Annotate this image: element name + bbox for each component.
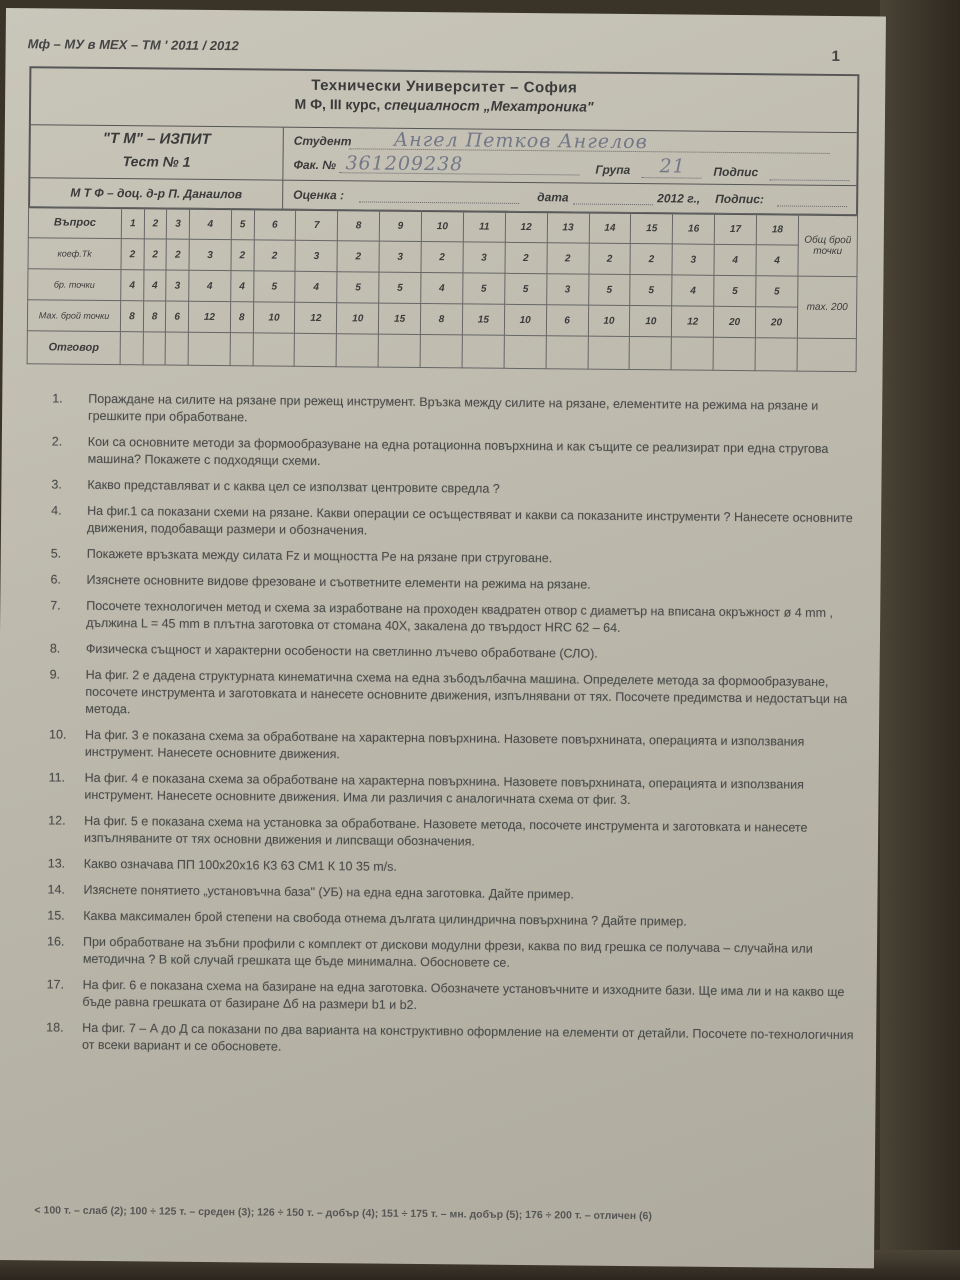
max-cell: 8 — [143, 301, 166, 332]
question-text: На фиг. 4 е показана схема за обработване на характерна повърхнина. Назовете повърхнината, операцията и използвания инструмент. Нанесете основните движения. Има ли различия с аналогичната схема от фиг. 3. — [84, 770, 804, 808]
question-item — [47, 907, 857, 932]
answer-cell[interactable] — [230, 333, 253, 366]
faculty-course: М Ф, III курс, — [294, 95, 381, 113]
course-header: Мф – МУ в МЕХ – ТМ ' 2011 / 2012 — [27, 36, 239, 54]
max-cell: 20 — [713, 306, 755, 337]
question-item — [49, 726, 859, 768]
coef-cell: 4 — [714, 244, 756, 275]
coef-cell: 2 — [166, 239, 189, 270]
question-number: 16. — [46, 934, 65, 949]
points-cell: 4 — [121, 270, 144, 301]
signature2-field[interactable] — [777, 192, 847, 207]
question-col-18: 18 — [756, 214, 798, 245]
question-number: 3. — [51, 477, 62, 492]
question-number: 11. — [48, 770, 66, 785]
answer-cell[interactable] — [504, 335, 546, 368]
question-number: 6. — [50, 572, 62, 587]
question-col-14: 14 — [589, 212, 631, 243]
question-text: Кои са основните методи за формообразуване на една ротационна повърхнина и как същите се реализират при една стругова машина? Покажете с подходящи схеми. — [87, 434, 829, 469]
question-text: Какво означава ПП 100х20х16 К3 63 СМ1 К 10 35 m/s. — [83, 856, 397, 874]
question-item — [47, 881, 857, 906]
question-col-2: 2 — [144, 208, 167, 239]
question-text: Пораждане на силите на рязане при режещ инструмент. Връзка между силите на рязане, елементите на режима на рязане и грешките при обработване. — [88, 391, 819, 425]
coef-cell: 3 — [672, 244, 714, 275]
answer-cell[interactable] — [755, 338, 797, 371]
question-col-4: 4 — [189, 208, 231, 239]
max-cell: 15 — [462, 304, 504, 335]
points-cell: 5 — [379, 272, 421, 303]
max-cell: 20 — [755, 307, 797, 338]
student-row — [30, 125, 856, 186]
student-name-handwriting: Ангел Петков Ангелов — [393, 128, 648, 154]
question-item — [52, 390, 862, 432]
max-cell: 6 — [166, 301, 189, 332]
coef-cell: 3 — [379, 241, 421, 272]
coef-cell: 2 — [231, 240, 254, 271]
question-text: На фиг. 3 е показана схема за обработване на характерна повърхнина. Назовете повърхнината, операцията и използвания инструмент. Нанесете основните движения. — [84, 727, 805, 762]
points-cell: 4 — [295, 271, 337, 302]
max-cell: 10 — [253, 302, 295, 333]
question-col-16: 16 — [673, 213, 715, 244]
question-text: Какво представляват и с каква цел се използват центровите свредла ? — [87, 477, 500, 496]
answer-cell[interactable] — [713, 337, 755, 370]
grading-scale: < 100 т. – слаб (2); 100 ÷ 125 т. – среден (3); 126 ÷ 150 т. – добър (4); 151 ÷ 175 т. – мн. добър (5); 176 ÷ 200 т. – отличен (6) — [34, 1204, 652, 1223]
points-cell: 4 — [421, 272, 463, 303]
university-title-row — [31, 74, 857, 133]
answer-cell[interactable] — [671, 337, 713, 370]
answer-cell[interactable] — [588, 336, 630, 369]
specialty: специалност „Мехатроника" — [384, 96, 594, 115]
row-label-answer: Отговор — [27, 331, 120, 365]
points-cell: 5 — [504, 273, 546, 304]
question-number: 7. — [50, 598, 61, 613]
exam-title-cell — [30, 125, 283, 179]
question-list — [46, 390, 862, 1070]
student-label: Студент — [293, 133, 352, 149]
question-number: 13. — [47, 856, 66, 871]
coef-cell: 3 — [295, 240, 337, 271]
question-text: На фиг. 5 е показана схема на установка за обработване. Назовете метода, посочете инструмента и заготовката и нанесете изпълняваните от тях основни движения и липсващи обозначения. — [83, 813, 808, 849]
question-item — [50, 640, 860, 665]
question-number: 9. — [49, 667, 61, 682]
answer-cell[interactable] — [188, 332, 230, 365]
coef-cell: 4 — [756, 245, 798, 276]
question-text: На фиг. 7 – А до Д са показани по два варианта на конструктивно оформление на елементи от детайли. Посочете по-технологичния от всеки вариант и се обосновете. — [81, 1020, 854, 1054]
answer-cell[interactable] — [253, 333, 295, 366]
max-cell: 8 — [120, 301, 143, 332]
question-text: Физическа същност и характерни особености на светлинно лъчево обработване (СЛО). — [85, 641, 598, 661]
group-label: Група — [595, 162, 631, 177]
max-cell: 10 — [337, 303, 379, 334]
question-number: 12. — [48, 813, 66, 828]
question-item — [46, 976, 856, 1018]
max-cell: 10 — [630, 306, 672, 337]
question-number: 4. — [51, 503, 62, 518]
points-cell: 5 — [463, 273, 505, 304]
points-cell: 5 — [756, 276, 798, 307]
date-label: дата — [537, 190, 569, 205]
signature2-label: Подпис: — [715, 191, 764, 207]
signature-field[interactable] — [769, 165, 849, 181]
question-text: При обработване на зъбни профили с комплект от дискови модулни фрези, каква по вид грешка се получава – случайна или методична ? В кой случай грешката ще бъде минимална. Обосновете се. — [82, 934, 813, 970]
row-label-max-points: Мах. брой точки — [27, 300, 120, 332]
points-cell: 5 — [588, 274, 630, 305]
max-cell: 8 — [230, 302, 253, 333]
coef-cell: 2 — [588, 243, 630, 274]
points-cell: 4 — [231, 271, 254, 302]
total-max: max. 200 — [797, 276, 857, 339]
points-cell: 4 — [189, 270, 231, 301]
points-cell: 5 — [253, 271, 295, 302]
question-item — [48, 812, 858, 854]
question-number: 5. — [50, 546, 62, 561]
question-number: 1. — [52, 391, 63, 406]
answer-cell[interactable] — [120, 332, 143, 365]
exam-sheet — [0, 8, 886, 1268]
max-cell: 15 — [379, 303, 421, 334]
row-label-points: бр. точки — [28, 269, 121, 301]
answer-cell[interactable] — [546, 336, 588, 369]
question-col-5: 5 — [231, 209, 254, 240]
max-cell: 12 — [672, 306, 714, 337]
question-text: Посочете технологичен метод и схема за изработване на проходен квадратен отвор с диаметър на вписана окръжност ø 4 mm , дължина L = 45 mm в плътна заготовка от стомана 40Х, закалена до твърдост HRC 62 – 64. — [86, 598, 834, 635]
points-cell: 3 — [546, 274, 588, 305]
question-number: 14. — [47, 882, 65, 897]
answer-cell[interactable] — [336, 334, 378, 367]
question-item — [48, 769, 858, 811]
question-col-8: 8 — [338, 210, 380, 241]
max-cell: 6 — [546, 305, 588, 336]
question-text: Изяснете понятието „установъчна база" (УБ) на една една заготовка. Дайте пример. — [83, 882, 574, 902]
question-text: На фиг. 6 е показана схема на базиране на една заготовка. Обозначете установъчните и изходните бази. Ще има ли и на какво ще бъде равна грешката от базиране Δб на размери b1 и b2. — [82, 977, 845, 1012]
question-number: 17. — [46, 977, 65, 992]
question-col-15: 15 — [631, 213, 673, 244]
max-cell: 10 — [504, 304, 546, 335]
answer-row — [27, 331, 856, 372]
question-col-1: 1 — [121, 208, 144, 239]
question-number: 15. — [47, 908, 65, 923]
question-number: 2. — [51, 434, 63, 449]
question-item — [50, 597, 860, 639]
group-handwriting: 21 — [659, 155, 686, 178]
answer-cell[interactable] — [420, 334, 462, 367]
total-answer-cell[interactable] — [797, 338, 856, 372]
coef-cell: 2 — [630, 244, 672, 275]
background-desk — [880, 0, 960, 1280]
signature-label: Подпис — [713, 164, 759, 180]
question-item — [49, 666, 859, 725]
row-label-question: Въпрос — [28, 207, 121, 239]
question-text: Покажете връзката между силата Fz и мощността Pe на рязане при струговане. — [86, 546, 553, 566]
page-number: 1 — [831, 47, 840, 66]
question-col-13: 13 — [547, 212, 589, 243]
faculty-number-handwriting: 361209238 — [345, 152, 464, 176]
header-table — [28, 66, 859, 216]
question-col-3: 3 — [167, 208, 190, 239]
answer-cell[interactable] — [294, 333, 336, 366]
points-cell: 4 — [143, 270, 166, 301]
question-number: 18. — [46, 1020, 64, 1035]
question-text: Изяснете основните видове фрезоване и съответните елементи на режима на рязане. — [86, 572, 591, 592]
question-item — [47, 933, 857, 975]
exam-name: "Т М" – ИЗПИТ — [102, 129, 211, 148]
max-cell: 12 — [295, 302, 337, 333]
question-item — [50, 571, 860, 596]
student-fields — [283, 128, 856, 185]
answer-cell[interactable] — [629, 337, 671, 370]
answer-cell[interactable] — [143, 332, 166, 365]
lecturer: М Т Ф – доц. д-р П. Данаилов — [30, 178, 283, 208]
points-cell: 4 — [672, 275, 714, 306]
coef-cell: 2 — [253, 240, 295, 271]
question-text: Каква максимален брой степени на свобода отнема дългата цилиндрична повърхнина ? Дайте пример. — [83, 908, 687, 929]
question-col-7: 7 — [296, 209, 338, 240]
question-col-10: 10 — [421, 210, 463, 241]
question-item — [51, 545, 861, 570]
max-cell: 12 — [188, 301, 230, 332]
question-col-6: 6 — [254, 209, 296, 240]
university-name: Технически Университет – София — [311, 76, 578, 97]
question-col-17: 17 — [714, 213, 756, 244]
question-item — [48, 855, 858, 880]
question-col-9: 9 — [379, 210, 421, 241]
score-table — [27, 206, 858, 372]
question-item — [52, 433, 862, 475]
points-cell: 5 — [714, 275, 756, 306]
question-col-11: 11 — [463, 211, 505, 242]
grade-label: Оценка : — [293, 187, 345, 203]
question-item — [51, 502, 861, 544]
grade-field[interactable] — [359, 188, 519, 204]
row-label-coefficient: коеф.Тk — [28, 238, 121, 270]
coef-cell: 2 — [121, 239, 144, 270]
answer-cell[interactable] — [462, 335, 504, 368]
total-points-label: Общ брой точки — [798, 214, 858, 277]
coef-cell: 2 — [421, 241, 463, 272]
question-col-12: 12 — [505, 211, 547, 242]
test-number: Тест № 1 — [122, 153, 191, 170]
question-item — [46, 1019, 856, 1061]
coef-cell: 2 — [144, 239, 167, 270]
faculty-number-label: Фак. № — [293, 157, 337, 173]
coef-cell: 2 — [547, 243, 589, 274]
answer-cell[interactable] — [378, 334, 420, 367]
answer-cell[interactable] — [165, 332, 188, 365]
question-number: 10. — [48, 727, 67, 742]
points-cell: 5 — [337, 272, 379, 303]
coef-cell: 2 — [337, 241, 379, 272]
date-field[interactable] — [573, 190, 653, 205]
question-text: На фиг. 2 е дадена структурната кинематична схема на една зъбодълбачна машина. Определете метода за формообразуване, посочете инструмента и заготовката и нанесете основните движения, изпълнявани от тях. Посочете предимства и недостатъци на метода. — [85, 667, 848, 717]
question-number: 8. — [49, 641, 61, 656]
question-text: На фиг.1 са показани схеми на рязане. Какви операции се осъществяват и какви са показаните инструменти ? Нанесете основните движения, подобаващи размери и обозначения. — [86, 503, 853, 538]
question-item — [51, 476, 861, 501]
max-cell: 8 — [420, 303, 462, 334]
coef-cell: 3 — [463, 242, 505, 273]
points-cell: 5 — [630, 275, 672, 306]
coef-cell: 3 — [189, 239, 231, 270]
year: 2012 г., — [657, 191, 701, 206]
coef-cell: 2 — [505, 242, 547, 273]
points-cell: 3 — [166, 270, 189, 301]
max-cell: 10 — [588, 305, 630, 336]
